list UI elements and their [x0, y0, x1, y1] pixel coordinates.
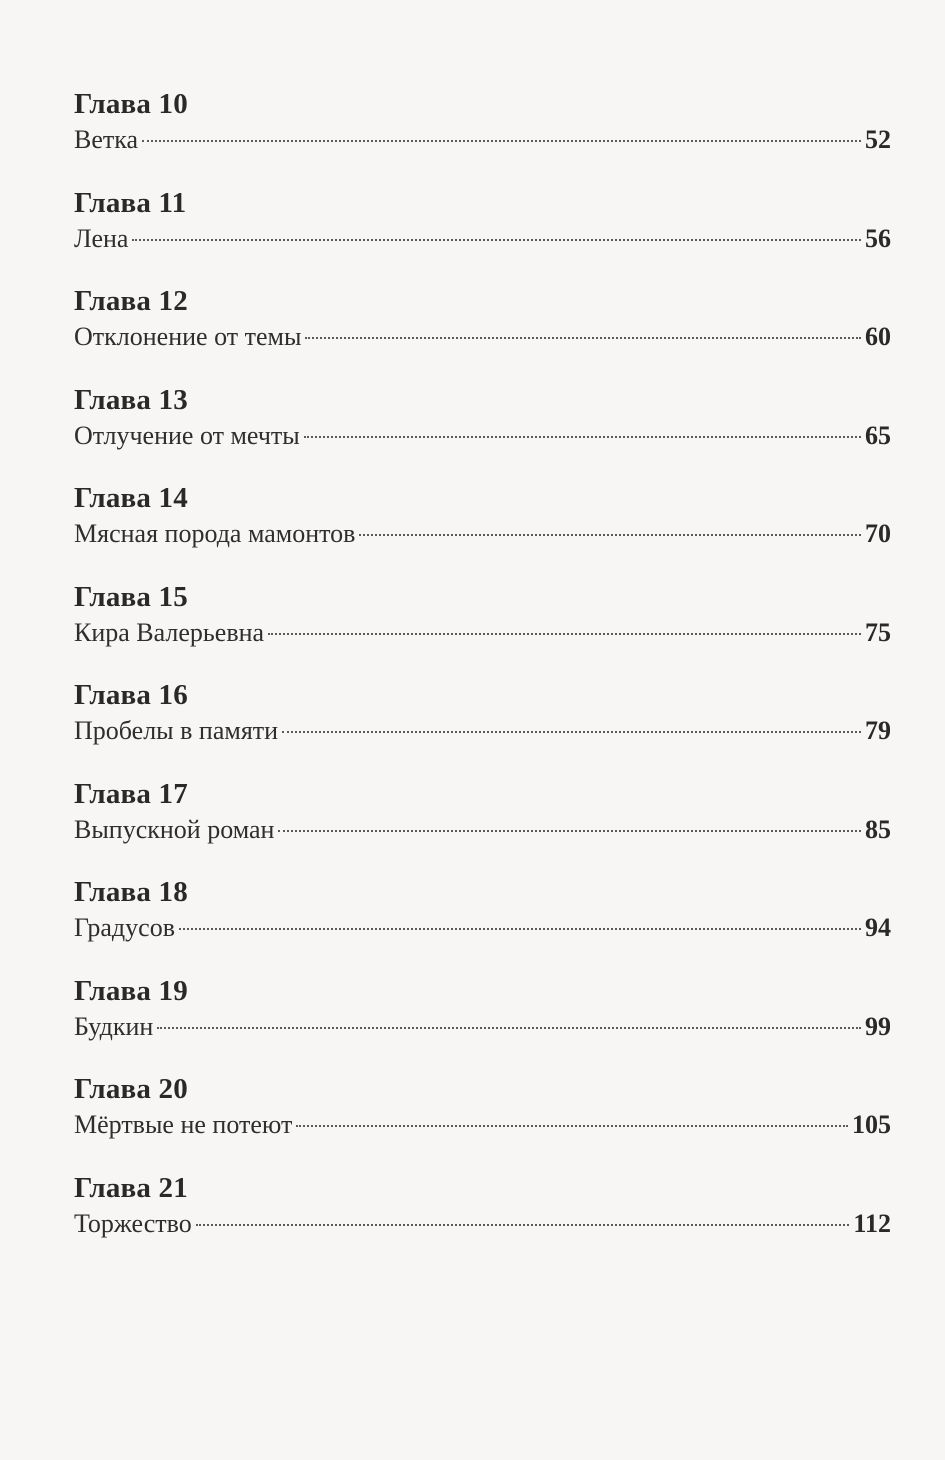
chapter-title: Будкин — [74, 1011, 154, 1041]
page-number: 70 — [865, 519, 891, 548]
dot-leader — [268, 632, 861, 635]
chapter-title: Ветка — [74, 125, 139, 154]
chapter-title: Лена — [74, 223, 129, 253]
page-number: 52 — [865, 125, 891, 154]
page-number: 79 — [865, 716, 891, 745]
dot-leader — [305, 336, 861, 339]
dot-leader — [157, 1026, 861, 1029]
page-number: 75 — [865, 617, 891, 647]
toc-entry — [74, 973, 891, 1072]
chapter-title: Пробелы в памяти — [74, 716, 279, 745]
chapter-title: Отклонение от темы — [74, 322, 302, 351]
chapter-heading: Глава 11 — [74, 186, 187, 219]
dot-leader — [282, 730, 861, 733]
toc-entry — [74, 185, 891, 284]
toc-line — [74, 221, 891, 257]
chapter-heading: Глава 16 — [74, 679, 188, 711]
chapter-title: Кира Валерьевна — [74, 617, 265, 647]
chapter-heading: Глава 20 — [74, 1073, 188, 1105]
chapter-heading: Глава 19 — [74, 974, 188, 1007]
dot-leader — [278, 829, 861, 832]
page-number: 105 — [852, 1110, 891, 1139]
page-number: 99 — [865, 1011, 891, 1041]
dot-leader — [296, 1124, 848, 1127]
toc-line — [74, 516, 891, 552]
dot-leader — [304, 435, 861, 438]
chapter-heading: Глава 14 — [74, 482, 188, 514]
toc-entry — [74, 283, 891, 382]
chapter-title: Отлучение от мечты — [74, 420, 300, 450]
toc-line — [74, 812, 891, 848]
toc-line — [74, 1206, 891, 1242]
page-number: 56 — [865, 223, 891, 253]
toc-line — [74, 615, 891, 651]
toc-entry — [74, 776, 891, 875]
chapter-title: Торжество — [74, 1208, 192, 1238]
chapter-heading: Глава 12 — [74, 285, 188, 317]
toc-entry — [74, 382, 891, 481]
toc-entry — [74, 874, 891, 973]
chapter-heading: Глава 15 — [74, 580, 188, 613]
toc-line — [74, 319, 891, 355]
dot-leader — [142, 139, 861, 142]
dot-leader — [359, 533, 861, 536]
toc-entry — [74, 579, 891, 678]
chapter-title: Градусов — [74, 913, 175, 942]
page-number: 85 — [865, 814, 891, 844]
toc-entry — [74, 677, 891, 776]
dot-leader — [132, 238, 861, 241]
toc-entry — [74, 1170, 891, 1269]
chapter-title: Мёртвые не потеют — [74, 1110, 293, 1139]
toc-line — [74, 910, 891, 946]
page-number: 112 — [853, 1208, 891, 1238]
chapter-title: Выпускной роман — [74, 814, 275, 844]
dot-leader — [196, 1223, 850, 1226]
table-of-contents — [74, 86, 891, 1268]
chapter-heading: Глава 21 — [74, 1171, 188, 1204]
toc-line — [74, 713, 891, 749]
chapter-title: Мясная порода мамонтов — [74, 519, 356, 548]
dot-leader — [179, 927, 861, 930]
page-number: 94 — [865, 913, 891, 942]
toc-line — [74, 418, 891, 454]
page-number: 65 — [865, 420, 891, 450]
chapter-heading: Глава 18 — [74, 876, 188, 908]
toc-entry — [74, 86, 891, 185]
toc-line — [74, 1009, 891, 1045]
chapter-heading: Глава 10 — [74, 88, 188, 120]
toc-entry — [74, 1071, 891, 1170]
toc-entry — [74, 480, 891, 579]
chapter-heading: Глава 17 — [74, 777, 188, 810]
toc-line — [74, 122, 891, 158]
page-number: 60 — [865, 322, 891, 351]
toc-line — [74, 1107, 891, 1143]
chapter-heading: Глава 13 — [74, 383, 188, 416]
